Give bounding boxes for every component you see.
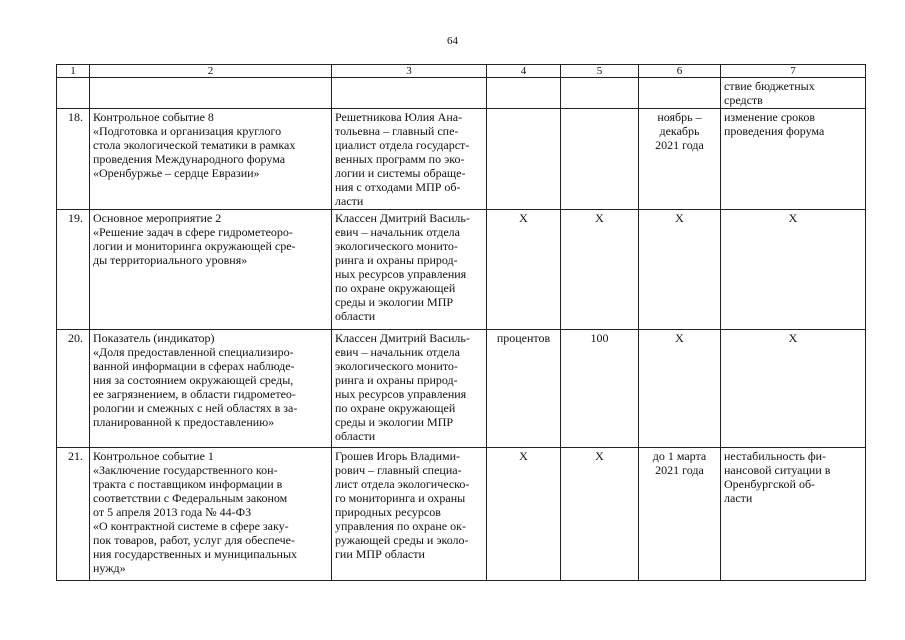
row-number-cell: 20. bbox=[57, 330, 90, 448]
row-number-cell: 18. bbox=[57, 109, 90, 210]
plan-table bbox=[56, 64, 866, 581]
risk-cell: изменение сроков проведения форума bbox=[721, 109, 866, 210]
responsible-cell bbox=[332, 78, 487, 109]
risk-cell: X bbox=[721, 210, 866, 330]
event-cell: Основное мероприятие 2 «Решение задач в сфере гидрометеоро- логии и мониторинга окружающей сре- ды территориального уровня» bbox=[90, 210, 332, 330]
value-cell bbox=[561, 78, 639, 109]
column-header: 2 bbox=[90, 65, 332, 78]
value-cell: X bbox=[561, 210, 639, 330]
value-cell bbox=[561, 109, 639, 210]
event-cell: Контрольное событие 1 «Заключение государственного кон- тракта с поставщиком информации в соответствии с Федеральным законом от 5 апреля 2013 года № 44-ФЗ «О контрактной системе в сфере заку- пок товаров, работ, услуг для обеспече- ния государственных и муниципальных нужд» bbox=[90, 448, 332, 581]
deadline-cell: до 1 марта 2021 года bbox=[639, 448, 721, 581]
value-cell: 100 bbox=[561, 330, 639, 448]
column-header: 5 bbox=[561, 65, 639, 78]
unit-cell: процентов bbox=[487, 330, 561, 448]
continuation-row bbox=[57, 78, 866, 109]
risk-cell: X bbox=[721, 330, 866, 448]
column-header: 7 bbox=[721, 65, 866, 78]
unit-cell bbox=[487, 109, 561, 210]
event-cell: Контрольное событие 8 «Подготовка и организация круглого стола экологической тематики в рамках проведения Международного форума «Оренбуржье – сердце Евразии» bbox=[90, 109, 332, 210]
responsible-cell: Классен Дмитрий Василь- евич – начальник отдела экологического монито- ринга и охраны природ- ных ресурсов управления по охране окружающей среды и экологии МПР области bbox=[332, 330, 487, 448]
event-cell bbox=[90, 78, 332, 109]
column-header: 4 bbox=[487, 65, 561, 78]
column-header: 6 bbox=[639, 65, 721, 78]
deadline-cell: X bbox=[639, 210, 721, 330]
column-header: 3 bbox=[332, 65, 487, 78]
deadline-cell: ноябрь – декабрь 2021 года bbox=[639, 109, 721, 210]
table-row bbox=[57, 448, 866, 581]
deadline-cell: X bbox=[639, 330, 721, 448]
row-number-cell: 19. bbox=[57, 210, 90, 330]
value-cell: X bbox=[561, 448, 639, 581]
risk-cell: ствие бюджетных средств bbox=[721, 78, 866, 109]
responsible-cell: Решетникова Юлия Ана- тольевна – главный спе- циалист отдела государст- венных программ по эко- логии и системы обраще- ния с отходами МПР об- ласти bbox=[332, 109, 487, 210]
event-cell: Показатель (индикатор) «Доля предоставленной специализиро- ванной информации в сферах наблюде- ния за состоянием окружающей среды, ее загрязнением, в области гидрометео- рологии и смежных с ней областях в за- планированной к предоставлению» bbox=[90, 330, 332, 448]
row-number-cell bbox=[57, 78, 90, 109]
page-number: 64 bbox=[447, 35, 458, 47]
unit-cell: X bbox=[487, 210, 561, 330]
row-number-cell: 21. bbox=[57, 448, 90, 581]
table-row bbox=[57, 109, 866, 210]
unit-cell bbox=[487, 78, 561, 109]
responsible-cell: Грошев Игорь Владими- рович – главный специа- лист отдела экологическо- го мониторинга и охраны природных ресурсов управления по охране ок- ружающей среды и эколо- гии МПР области bbox=[332, 448, 487, 581]
table-row bbox=[57, 330, 866, 448]
table-row bbox=[57, 210, 866, 330]
responsible-cell: Классен Дмитрий Василь- евич – начальник отдела экологического монито- ринга и охраны природ- ных ресурсов управления по охране окружающей среды и экологии МПР области bbox=[332, 210, 487, 330]
column-header: 1 bbox=[57, 65, 90, 78]
unit-cell: X bbox=[487, 448, 561, 581]
risk-cell: нестабильность фи- нансовой ситуации в Оренбургской об- ласти bbox=[721, 448, 866, 581]
column-number-row bbox=[57, 65, 866, 78]
deadline-cell bbox=[639, 78, 721, 109]
